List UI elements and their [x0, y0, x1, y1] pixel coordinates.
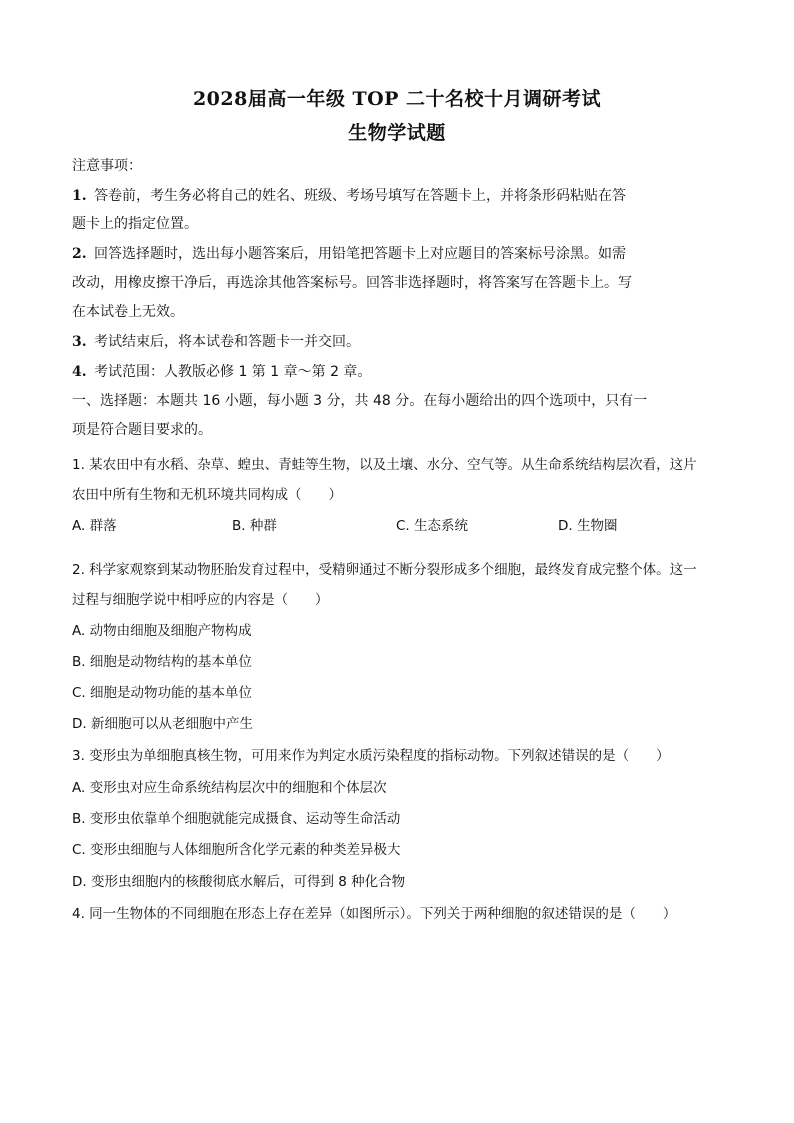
- notice-number: 3.: [72, 334, 87, 350]
- option-a: A. 群落: [72, 518, 117, 534]
- notice-text: 在本试卷上无效。: [72, 304, 184, 320]
- option-b: B. 细胞是动物结构的基本单位: [72, 654, 252, 670]
- exam-subject-title: 生物学试题: [348, 122, 446, 144]
- notice-number: 4.: [72, 364, 87, 380]
- notice-heading: 注意事项：: [72, 158, 142, 174]
- notice-item-3: [72, 332, 722, 352]
- option-d: D. 生物圈: [558, 518, 618, 534]
- question-1-stem: 1. 某农田中有水稻、杂草、蝗虫、青蛙等生物，以及土壤、水分、空气等。从生命系统结构层次看，这片: [72, 457, 697, 473]
- question-2-stem: 2. 科学家观察到某动物胚胎发育过程中，受精卵通过不断分裂形成多个细胞，最终发育成完整个体。这一: [72, 562, 697, 578]
- notice-text: 改动，用橡皮擦干净后，再选涂其他答案标号。回答非选择题时，将答案写在答题卡上。写: [72, 275, 632, 291]
- notice-text: 题卡上的指定位置。: [72, 216, 198, 232]
- notice-text: 考试范围：人教版必修 1 第 1 章～第 2 章。: [94, 364, 372, 380]
- notice-item-1: [72, 186, 722, 206]
- notice-text: 考试结束后，将本试卷和答题卡一并交回。: [94, 334, 360, 350]
- section-heading-cont: 项是符合题目要求的。: [72, 422, 212, 438]
- option-b: B. 种群: [232, 518, 277, 534]
- notice-number: 1.: [72, 188, 87, 204]
- option-a: A. 变形虫对应生命系统结构层次中的细胞和个体层次: [72, 780, 387, 796]
- question-1-stem-cont: 农田中所有生物和无机环境共同构成（ ）: [72, 487, 342, 503]
- notice-item-4: [72, 362, 722, 382]
- notice-text: 答卷前，考生务必将自己的姓名、班级、考场号填写在答题卡上，并将条形码粘贴在答: [94, 188, 626, 204]
- option-c: C. 细胞是动物功能的基本单位: [72, 685, 253, 701]
- notice-item-2: [72, 244, 722, 264]
- option-a: A. 动物由细胞及细胞产物构成: [72, 623, 252, 639]
- notice-number: 2.: [72, 246, 87, 262]
- option-d: D. 新细胞可以从老细胞中产生: [72, 716, 253, 732]
- option-d: D. 变形虫细胞内的核酸彻底水解后，可得到 8 种化合物: [72, 874, 406, 890]
- section-heading: 一、选择题：本题共 16 小题，每小题 3 分，共 48 分。在每小题给出的四个选项中，只有一: [72, 393, 648, 409]
- question-4-stem: 4. 同一生物体的不同细胞在形态上存在差异（如图所示）。下列关于两种细胞的叙述错误的是（ ）: [72, 906, 677, 922]
- option-b: B. 变形虫依靠单个细胞就能完成摄食、运动等生命活动: [72, 811, 401, 827]
- question-1-options: [72, 514, 722, 534]
- exam-title: 2028届高一年级 TOP 二十名校十月调研考试: [192, 88, 602, 110]
- question-2-stem-cont: 过程与细胞学说中相呼应的内容是（ ）: [72, 592, 329, 608]
- option-c: C. 变形虫细胞与人体细胞所含化学元素的种类差异极大: [72, 842, 401, 858]
- option-c: C. 生态系统: [396, 518, 469, 534]
- notice-text: 回答选择题时，选出每小题答案后，用铅笔把答题卡上对应题目的答案标号涂黑。如需: [94, 246, 626, 262]
- question-3-stem: 3. 变形虫为单细胞真核生物，可用来作为判定水质污染程度的指标动物。下列叙述错误的是（ ）: [72, 748, 670, 764]
